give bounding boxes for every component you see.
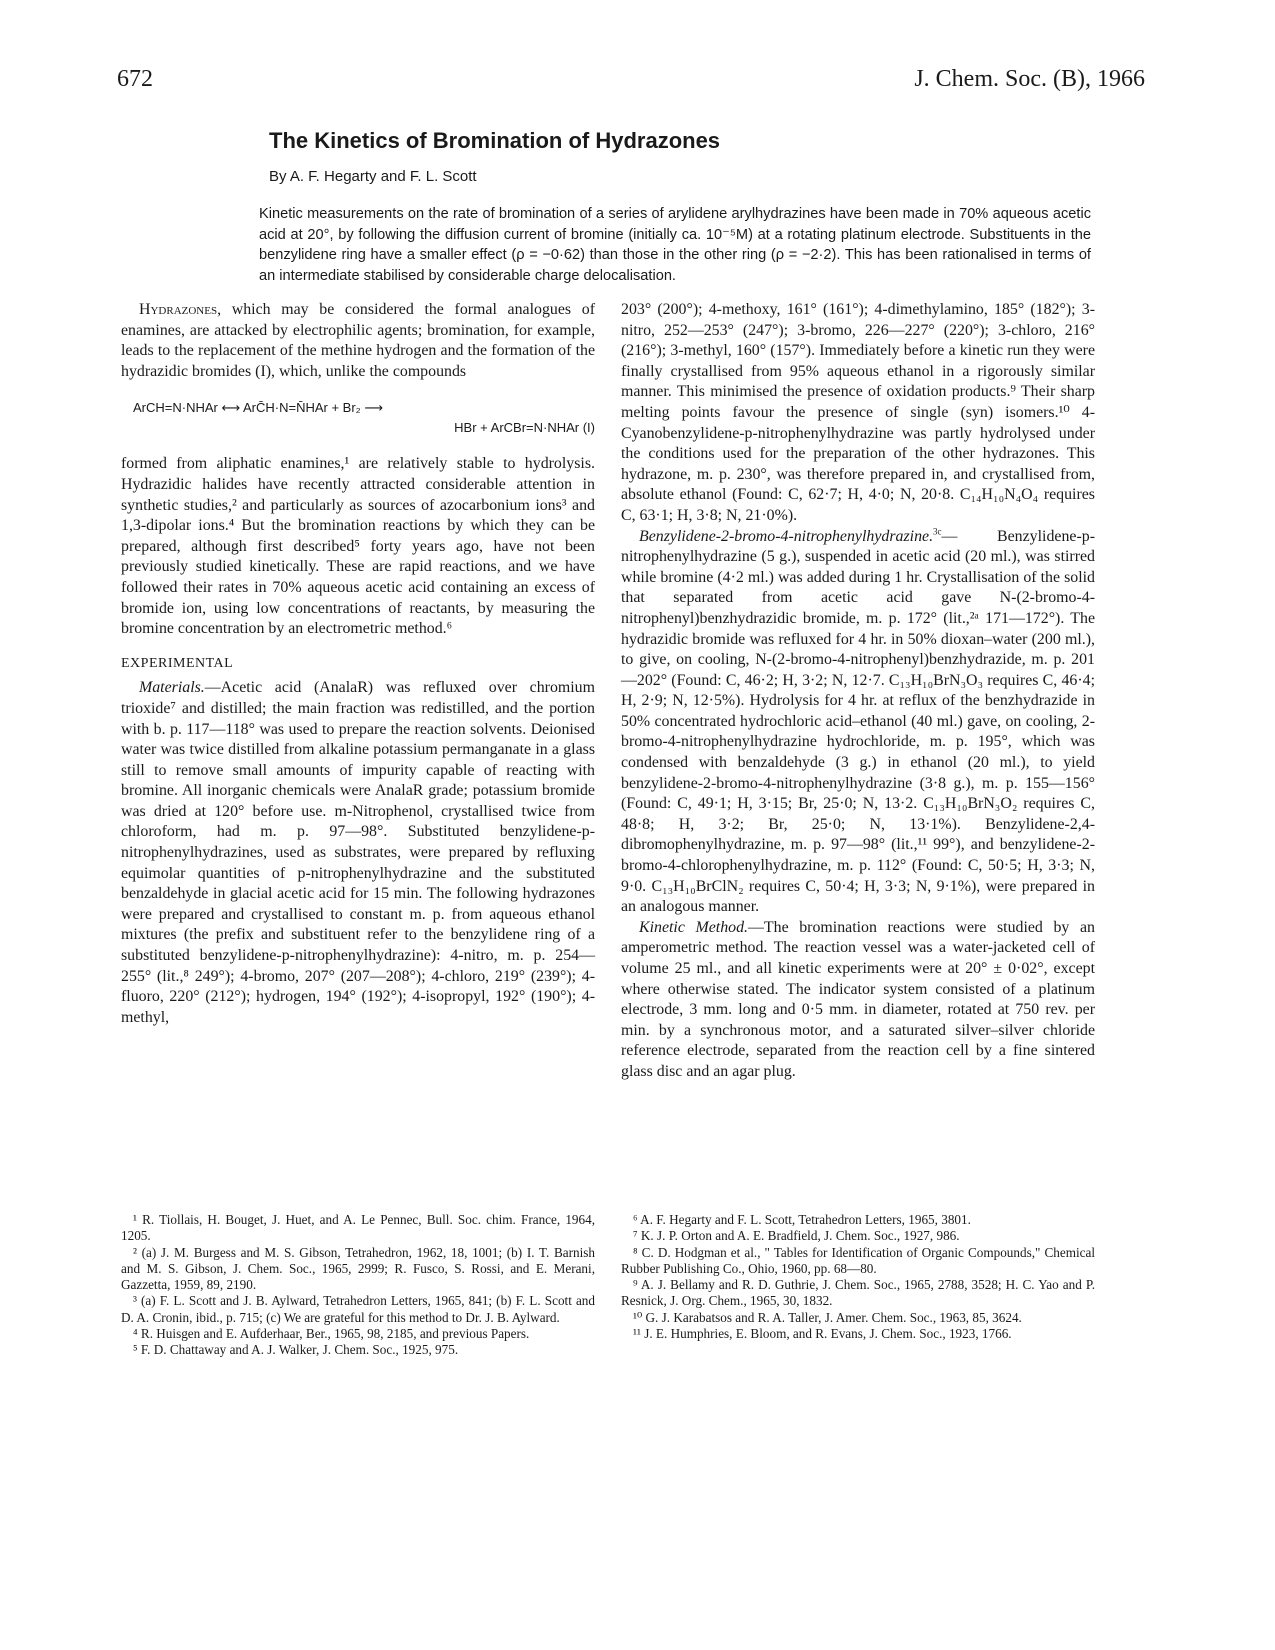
intro-paragraph-1 [121, 300, 595, 382]
bromo-hydrazine-paragraph [621, 527, 1095, 918]
footnote: ¹ R. Tiollais, H. Bouget, J. Huet, and A. Le Pennec, Bull. Soc. chim. France, 1964, 1205. [121, 1212, 595, 1244]
article-abstract: Kinetic measurements on the rate of bromination of a series of arylidene arylhydrazines have been made in 70% aqueous acetic acid at 20°, by following the diffusion current of bromine (initially ca. 10⁻⁵M) at a rotating platinum electrode. Substituents in the benzylidene ring have a smaller effect (ρ = −0·62) than those in the other ring (ρ = −2·2). This has been rationalised in terms of an intermediate stabilised by considerable charge delocalisation. [259, 206, 1091, 284]
materials-text: —Acetic acid (AnalaR) was refluxed over chromium trioxide⁷ and distilled; the main fraction was redistilled, and the portion with b. p. 117—118° was used to prepare the reaction solvents. Deionised water was twice distilled from alkaline potassium permanganate in a glass still to remove small amounts of impurity capable of reacting with bromine. All inorganic chemicals were AnalaR grade; potassium bromide was dried at 120° before use. m-Nitrophenol, crystallised twice from chloroform, had m. p. 97—98°. Substituted benzylidene-p-nitrophenylhydrazines, used as substrates, were prepared by refluxing equimolar quantities of p-nitrophenylhydrazine and the substituted benzaldehyde in glacial acetic acid for 15 min. The following hydrazones were prepared and crystallised to constant m. p. from aqueous ethanol mixtures (the prefix and substituent refer to the benzylidene ring of a substituted benzylidene-p-nitrophenylhydrazine): 4-nitro, m. p. 254—255° (lit.,⁸ 249°); 4-bromo, 207° (207—208°); 4-chloro, 219° (239°); 4-fluoro, 220° (212°); hydrogen, 194° (192°); 4-isopropyl, 192° (190°); 4-methyl, [121, 679, 595, 1026]
footnote: ¹¹ J. E. Humphries, E. Bloom, and R. Evans, J. Chem. Soc., 1923, 1766. [633, 1326, 1012, 1342]
footnote: ² (a) J. M. Burgess and M. S. Gibson, Tetrahedron, 1962, 18, 1001; (b) I. T. Barnish and M. S. Gibson, J. Chem. Soc., 1965, 2999; R. Fusco, S. Rossi, and E. Merani, Gazzetta, 1959, 89, 2190. [121, 1244, 595, 1293]
footnote: ⁶ A. F. Hegarty and F. L. Scott, Tetrahedron Letters, 1965, 3801. [633, 1212, 971, 1227]
intro-paragraph-2: formed from aliphatic enamines,¹ are relatively stable to hydrolysis. Hydrazidic halides have recently attracted considerable attention in synthetic studies,² and particularly as sources of azocarbonium ions³ and 1,3-dipolar ions.⁴ But the bromination reactions by which they can be prepared, although first described⁵ forty years ago, have not been previously studied kinetically. These are rapid reactions, and we have followed their rates in 70% aqueous acetic acid containing an excess of bromide ion, using low concentrations of reactants, by measuring the bromine concentration by an electrometric method.⁶ [121, 455, 595, 638]
footnote: ¹⁰ G. J. Karabatsos and R. A. Taller, J. Amer. Chem. Soc., 1963, 85, 3624. [633, 1309, 1022, 1325]
footnotes-left [121, 1212, 595, 1359]
article-authors: By A. F. Hegarty and F. L. Scott [269, 168, 477, 185]
kinetic-method-label: Kinetic Method. [639, 918, 749, 936]
footnote: ⁵ F. D. Chattaway and A. J. Walker, J. Chem. Soc., 1925, 975. [133, 1342, 459, 1358]
bromo-hydrazine-text: — Benzylidene-p-nitrophenylhydrazine (5 g.), suspended in acetic acid (20 ml.), was stirred while bromine (4·2 ml.) was added during 1 hr. Crystallisation of the solid that separated from acetic acid gave N-(2-bromo-4-nitrophenyl)benzhydrazidic bromide, m. p. 172° (lit.,²ᵃ 171—172°). The hydrazidic bromide was refluxed for 4 hr. in 50% dioxan–water (200 ml.), to give, on cooling, N-(2-bromo-4-nitrophenyl)benzhydrazide, m. p. 201—202° (Found: C, 46·2; H, 3·2; N, 12·7. C₁₃H₁₀BrN₃O₃ requires C, 46·4; H, 2·9; N, 12·5%). Hydrolysis for 4 hr. at reflux of the benzhydrazide in 50% concentrated hydrochloric acid–ethanol (40 ml.) gave, on cooling, 2-bromo-4-nitrophenylhydrazine hydrochloride, m. p. 195°, which was condensed with benzaldehyde (3 g.) in ethanol (20 ml.), to yield benzylidene-2-bromo-4-nitrophenylhydrazine (3·8 g.), m. p. 155—156° (Found: C, 49·1; H, 3·15; Br, 25·0; N, 13·2. C₁₃H₁₀BrN₃O₂ requires C, 48·8; H, 3·2; Br, 25·0; N, 13·1%). Benzylidene-2,4-dibromophenylhydrazine, m. p. 97—98° (lit.,¹¹ 99°), and benzylidene-2-bromo-4-chlorophenylhydrazine, m. p. 112° (Found: C, 50·5; H, 3·3; N, 9·0. C₁₃H₁₀BrClN₂ requires C, 50·4; H, 3·3; N, 9·1%), were prepared in an analogous manner. [621, 527, 1095, 916]
footnote: ⁸ C. D. Hodgman et al., " Tables for Identification of Organic Compounds," Chemical Rubber Publishing Co., Ohio, 1960, pp. 68—80. [621, 1244, 1095, 1276]
bromo-hydrazine-label: Benzylidene-2-bromo-4-nitrophenylhydrazine. [639, 527, 934, 545]
intro-text-1: , which may be considered the formal analogues of enamines, are attacked by electrophilic agents; bromination, for example, leads to the replacement of the methine hydrogen and the formation of the hydrazidic bromides (I), which, unlike the compounds [121, 301, 595, 380]
materials-label: Materials. [139, 679, 205, 697]
page-number: 672 [117, 66, 153, 92]
footnote: ⁷ K. J. P. Orton and A. E. Bradfield, J. Chem. Soc., 1927, 986. [633, 1228, 960, 1244]
footnote: ⁹ A. J. Bellamy and R. D. Guthrie, J. Chem. Soc., 1965, 2788, 3528; H. C. Yao and P. Resnick, J. Org. Chem., 1965, 30, 1832. [621, 1277, 1095, 1309]
equation-line-1: ArCH=N·NHAr ⟷ ArC̄H·N=N̄HAr + Br₂ ⟶ [133, 400, 383, 416]
reaction-equation [121, 394, 595, 440]
bromo-hydrazine-ref: 3c [933, 526, 942, 537]
equation-line-2: HBr + ArCBr=N·NHAr (I) [454, 420, 595, 436]
footnotes-right [621, 1212, 1095, 1342]
article-title: The Kinetics of Bromination of Hydrazones [269, 128, 721, 153]
hydrazones-continued-paragraph: 203° (200°); 4-methoxy, 161° (161°); 4-dimethylamino, 185° (182°); 3-nitro, 252—253° (247°); 3-bromo, 226—227° (220°); 3-chloro, 216° (216°); 3-methyl, 160° (157°). Immediately before a kinetic run they were finally crystallised from 95% aqueous ethanol in a rigorously similar manner. This minimised the presence of oxidation products.⁹ Their sharp melting points favour the presence of single (syn) isomers.¹⁰ 4-Cyanobenzylidene-p-nitrophenylhydrazine was partly hydrolysed under the conditions used for the preparation of the other hydrazones. This hydrazone, m. p. 230°, was therefore prepared in, and crystallised from, absolute ethanol (Found: C, 62·7; H, 4·0; N, 20·8. C₁₄H₁₀N₄O₄ requires C, 63·1; H, 3·8; N, 21·0%). [621, 301, 1095, 524]
materials-paragraph [121, 678, 595, 1028]
experimental-heading: EXPERIMENTAL [121, 655, 234, 671]
footnote: ⁴ R. Huisgen and E. Aufderhaar, Ber., 1965, 98, 2185, and previous Papers. [133, 1326, 530, 1342]
kinetic-method-text: —The bromination reactions were studied by an amperometric method. The reaction vessel was a water-jacketed cell of volume 25 ml., and all kinetic experiments were at 20° ± 0·02°, except where otherwise stated. The indicator system consisted of a platinum electrode, 3 mm. long and 0·5 mm. in diameter, rotated at 750 rev. per min. by a synchronous motor, and a saturated silver–silver chloride reference electrode, separated from the reaction cell by a fine sintered glass disc and an agar plug. [621, 918, 1095, 1080]
footnote: ³ (a) F. L. Scott and J. B. Aylward, Tetrahedron Letters, 1965, 841; (b) F. L. Scott and D. A. Cronin, ibid., p. 715; (c) We are grateful for this method to Dr. J. B. Aylward. [121, 1293, 595, 1325]
left-column [121, 300, 595, 1028]
kinetic-method-paragraph [621, 918, 1095, 1083]
journal-reference: J. Chem. Soc. (B), 1966 [914, 66, 1145, 92]
right-column [621, 300, 1095, 1083]
intro-lead-word: Hydrazones [139, 301, 218, 318]
